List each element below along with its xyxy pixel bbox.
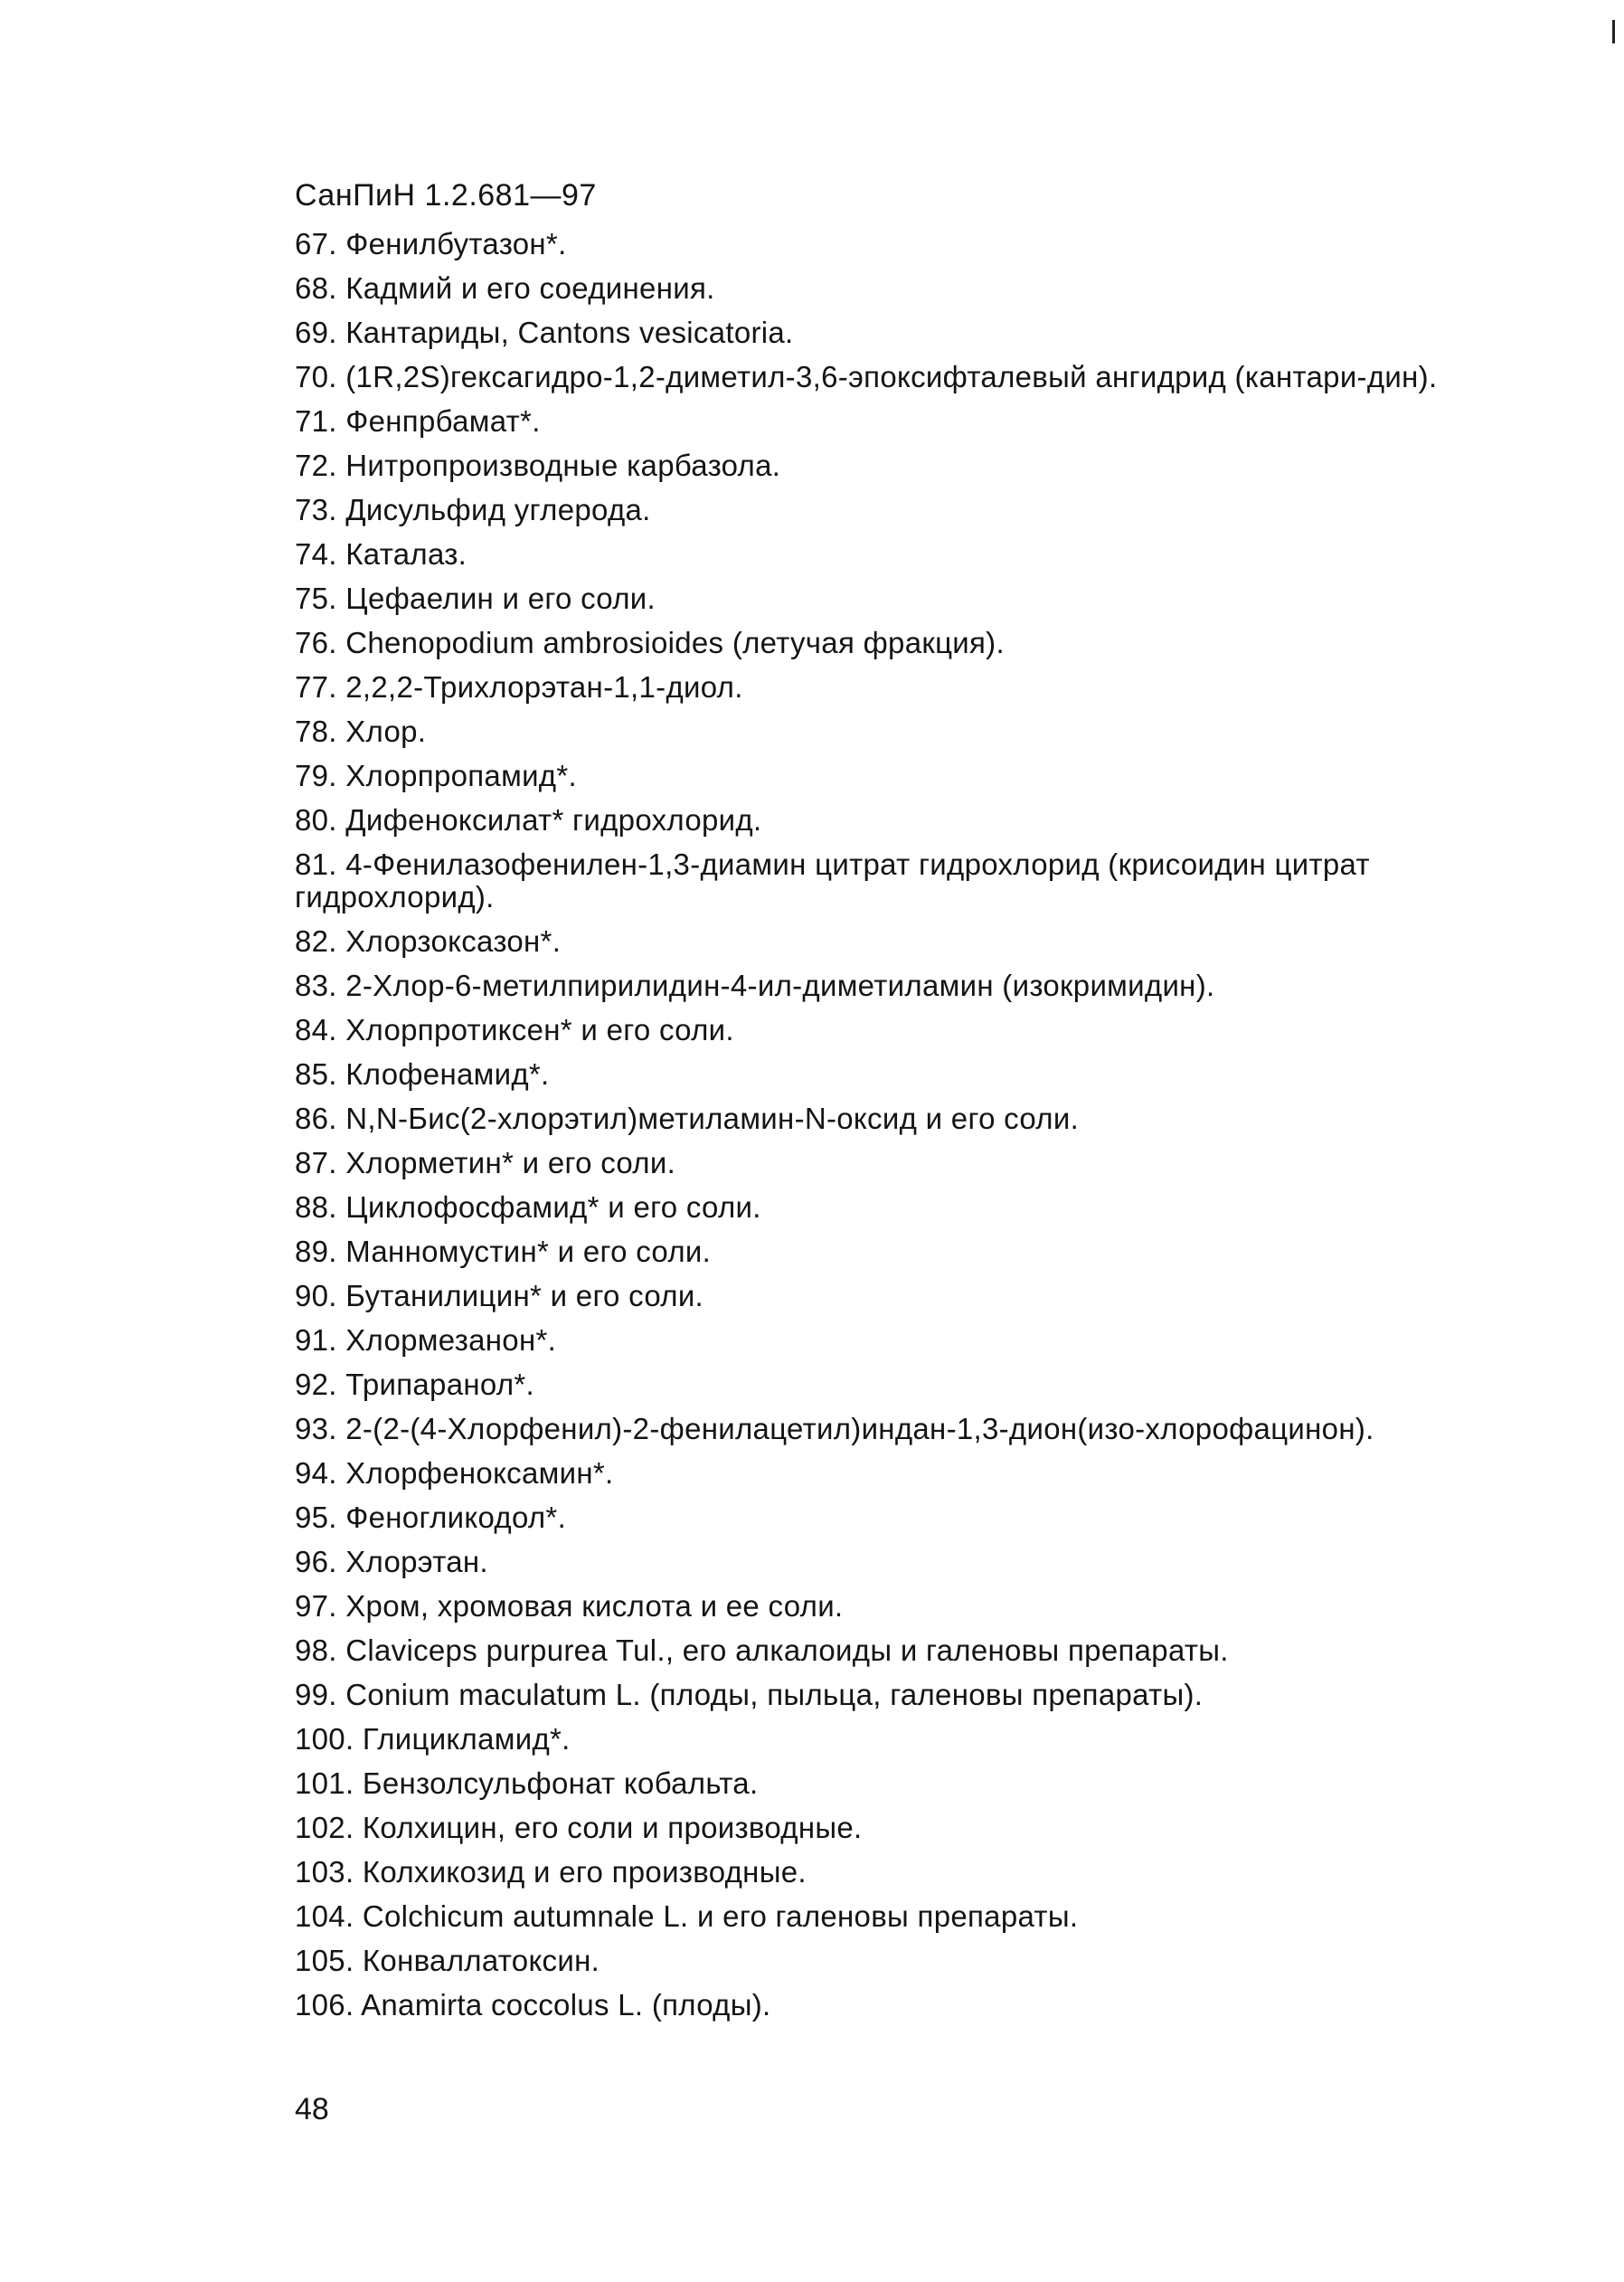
list-item: 89. Манномустин* и его соли. bbox=[295, 1235, 712, 1268]
list-item: 86. N,N-Бис(2-хлорэтил)метиламин-N-оксид и его соли. bbox=[295, 1102, 1080, 1135]
list-item: 71. Фенпрбамат*. bbox=[295, 404, 541, 438]
list-item: 96. Хлорэтан. bbox=[295, 1545, 488, 1578]
list-item: 87. Хлорметин* и его соли. bbox=[295, 1146, 676, 1179]
list-item: 78. Хлор. bbox=[295, 715, 427, 748]
list-item: 76. Chenopodium ambrosioides (летучая фракция). bbox=[295, 626, 1005, 659]
list-item: 94. Хлорфеноксамин*. bbox=[295, 1456, 614, 1490]
list-item: 103. Колхикозид и его производные. bbox=[295, 1855, 807, 1889]
list-item: 91. Хлормезанон*. bbox=[295, 1323, 557, 1357]
substance-list bbox=[295, 228, 1506, 2033]
list-item: 93. 2-(2-(4-Хлорфенил)-2-фенилацетил)индан-1,3-дион(изо-хлорофацинон). bbox=[295, 1412, 1374, 1445]
list-item: 99. Conium maculatum L. (плоды, пыльца, галеновы препараты). bbox=[295, 1678, 1204, 1711]
list-item: 84. Хлорпротиксен* и его соли. bbox=[295, 1013, 734, 1046]
list-item: 81. 4-Фенилазофенилен-1,3-диамин цитрат гидрохлорид (крисоидин цитрат гидрохлорид). bbox=[295, 847, 1370, 914]
list-item: 68. Кадмий и его соединения. bbox=[295, 271, 715, 305]
list-item: 82. Хлорзоксазон*. bbox=[295, 924, 562, 958]
scan-artifact-mark bbox=[1612, 20, 1615, 43]
list-item: 100. Глицикламид*. bbox=[295, 1722, 571, 1756]
list-item: 72. Нитропроизводные карбазола. bbox=[295, 449, 781, 482]
list-item: 97. Хром, хромовая кислота и ее соли. bbox=[295, 1589, 844, 1623]
list-item: 98. Claviceps purpurea Tul., его алкалоиды и галеновы препараты. bbox=[295, 1633, 1229, 1667]
list-item: 88. Циклофосфамид* и его соли. bbox=[295, 1190, 761, 1224]
document-header: СанПиН 1.2.681—97 bbox=[295, 178, 597, 213]
list-item: 73. Дисульфид углерода. bbox=[295, 493, 651, 526]
list-item: 77. 2,2,2-Трихлорэтан-1,1-диол. bbox=[295, 670, 743, 704]
list-item: 80. Дифеноксилат* гидрохлорид. bbox=[295, 803, 762, 837]
list-item: 83. 2-Хлор-6-метилпирилидин-4-ил-диметиламин (изокримидин). bbox=[295, 969, 1215, 1002]
list-item: 67. Фенилбутазон*. bbox=[295, 227, 567, 260]
page-number: 48 bbox=[295, 2092, 329, 2126]
list-item: 75. Цефаелин и его соли. bbox=[295, 582, 656, 615]
list-item: 95. Феногликодол*. bbox=[295, 1501, 567, 1534]
list-item: 70. (1R,2S)гексагидро-1,2-диметил-3,6-эпоксифталевый ангидрид (кантари-дин). bbox=[295, 360, 1438, 393]
list-item: 106. Anamirta coccolus L. (плоды). bbox=[295, 1988, 771, 2022]
list-item: 69. Кантариды, Cantons vesicatoria. bbox=[295, 316, 794, 349]
list-item: 85. Клофенамид*. bbox=[295, 1057, 550, 1091]
list-item: 104. Colchicum autumnale L. и его галеновы препараты. bbox=[295, 1899, 1079, 1933]
list-item: 74. Каталаз. bbox=[295, 537, 467, 571]
list-item: 101. Бензолсульфонат кобальта. bbox=[295, 1766, 759, 1800]
list-item: 102. Колхицин, его соли и производные. bbox=[295, 1811, 863, 1844]
list-item: 79. Хлорпропамид*. bbox=[295, 759, 577, 792]
list-item: 90. Бутанилицин* и его соли. bbox=[295, 1279, 704, 1312]
list-item: 105. Конваллатоксин. bbox=[295, 1944, 600, 1977]
list-item: 92. Трипаранол*. bbox=[295, 1368, 534, 1401]
